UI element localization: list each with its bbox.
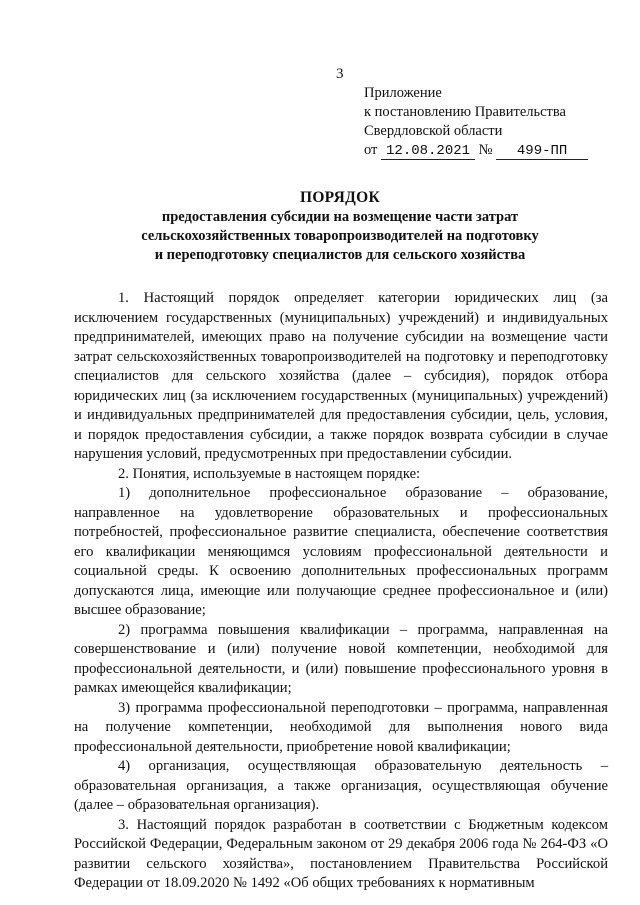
appendix-line-2: к постановлению Правительства bbox=[364, 104, 566, 120]
title-line-1: предоставления субсидии на возмещение части затрат bbox=[161, 209, 519, 225]
decree-number: 499-ПП bbox=[496, 143, 588, 160]
number-label: № bbox=[478, 142, 493, 158]
decree-date: 12.08.2021 bbox=[381, 143, 475, 160]
title-main: ПОРЯДОК bbox=[299, 189, 381, 206]
title-line-2: сельскохозяйственных товаропроизводителей на подготовку bbox=[141, 228, 539, 244]
paragraph: 1) дополнительное профессиональное образование – образование, направленное на удовлетворение образовательных и профессиональных потребностей, профессиональное развитие специалиста, обеспечение соответствия его квалификации меняющимся условиям профессиональной деятельности и социальной среды. К освоению дополнительных профессиональных программ допускаются лица, имеющие или получающие среднее профессиональное и (или) высшее образование; bbox=[74, 485, 608, 618]
paragraph: 3) программа профессиональной переподготовки – программа, направленная на получение компетенции, необходимой для выполнения нового вида профессиональной деятельности, приобретение новой квалификации; bbox=[74, 699, 608, 755]
title-line-3: и переподготовку специалистов для сельского хозяйства bbox=[154, 247, 526, 263]
paragraph: 3. Настоящий порядок разработан в соответствии с Бюджетным кодексом Российской Федерации, Федеральным законом от 29 декабря 2006 года № 264-ФЗ «О развитии сельского хозяйства», постановлением Правительства Российской Федерации от 18.09.2020 № 1492 «Об общих требованиях к нормативным bbox=[74, 816, 608, 891]
paragraph: 2. Понятия, используемые в настоящем порядке: bbox=[118, 465, 421, 482]
appendix-date-line bbox=[364, 141, 588, 160]
paragraph: 4) организация, осуществляющая образовательную деятельность – образовательная организация, а также организация, осуществляющая обучение (далее – образовательная организация). bbox=[74, 758, 608, 813]
document-title bbox=[70, 188, 610, 265]
from-label: от bbox=[364, 142, 378, 158]
page-number: 3 bbox=[336, 66, 344, 82]
appendix-line-3: Свердловской области bbox=[364, 123, 503, 139]
paragraph: 1. Настоящий порядок определяет категории юридических лиц (за исключением государственных (муниципальных) учреждений) и индивидуальных предпринимателей, имеющих право на получение субсидии на возмещение части затрат сельскохозяйственных товаропроизводителей на подготовку и переподготовку специалистов для сельского хозяйства (далее – субсидия), порядок отбора юридических лиц (за исключением государственных (муниципальных) учреждений) и индивидуальных предпринимателей для предоставления субсидии, цель, условия, и порядок предоставления субсидии, а также порядок возврата субсидии в случае нарушения условий, предусмотренных при предоставлении субсидии. bbox=[74, 290, 608, 462]
appendix-line-1: Приложение bbox=[364, 85, 442, 101]
appendix-header bbox=[364, 84, 588, 160]
document-body bbox=[74, 289, 608, 894]
paragraph: 2) программа повышения квалификации – программа, направленная на совершенствование и (или) получение новой компетенции, необходимой для профессиональной деятельности, и (или) повышение профессионального уровня в рамках имеющейся квалификации; bbox=[74, 621, 608, 696]
